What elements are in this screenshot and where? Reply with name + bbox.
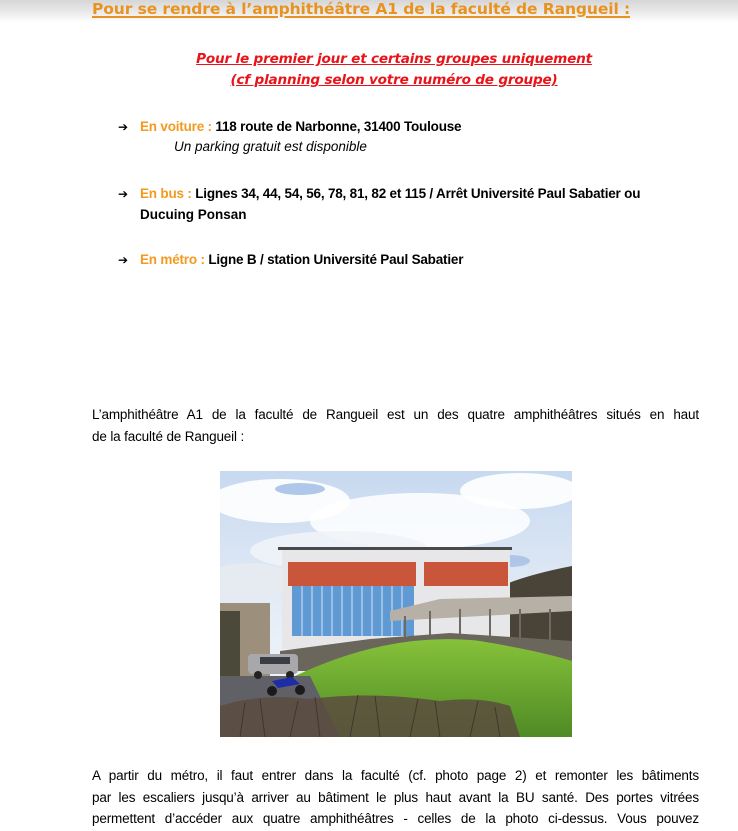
direction-label: En métro : [140, 252, 205, 267]
arrow-right-icon: ➔ [118, 187, 128, 201]
body-line-1: A partir du métro, il faut entrer dans la faculté (cf. photo page 2) et remonter les bâtiments [92, 768, 699, 783]
notice-line-1: Pour le premier jour et certains groupes uniquement [196, 51, 592, 67]
direction-text: 118 route de Narbonne, 31400 Toulouse [215, 119, 462, 134]
page-title: Pour se rendre à l’amphithéâtre A1 de la faculté de Rangueil : [92, 0, 631, 18]
direction-car [118, 116, 461, 138]
intro-paragraph [92, 404, 699, 447]
direction-text: Ligne B / station Université Paul Sabatier [208, 252, 464, 267]
direction-text-continued: Ducuing Ponsan [140, 207, 247, 222]
arrow-right-icon: ➔ [118, 253, 128, 267]
body-paragraph [92, 765, 699, 830]
body-line-2: par les escaliers jusqu’à arriver au bâtiment le plus haut avant la BU santé. Des portes vitrées [92, 789, 699, 805]
intro-line-1: L’amphithéâtre A1 de la faculté de Rangueil est un des quatre amphithéâtres situés en haut [92, 407, 699, 422]
direction-label: En voiture : [140, 119, 212, 134]
direction-text: Lignes 34, 44, 54, 56, 78, 81, 82 et 115 / Arrêt Université Paul Sabatier ou [195, 186, 641, 201]
direction-metro [118, 249, 463, 271]
direction-label: En bus : [140, 186, 192, 201]
direction-bus [118, 183, 640, 205]
arrow-right-icon: ➔ [118, 120, 128, 134]
intro-line-2: de la faculté de Rangueil : [92, 428, 245, 444]
notice-line-2: (cf planning selon votre numéro de groupe) [230, 72, 558, 88]
parking-note: Un parking gratuit est disponible [174, 139, 367, 154]
body-line-3: permettent d’accéder aux quatre amphithéâtres - celles de la photo ci-dessus. Vous pouvez [92, 811, 699, 826]
amphitheatre-photo [220, 471, 572, 737]
